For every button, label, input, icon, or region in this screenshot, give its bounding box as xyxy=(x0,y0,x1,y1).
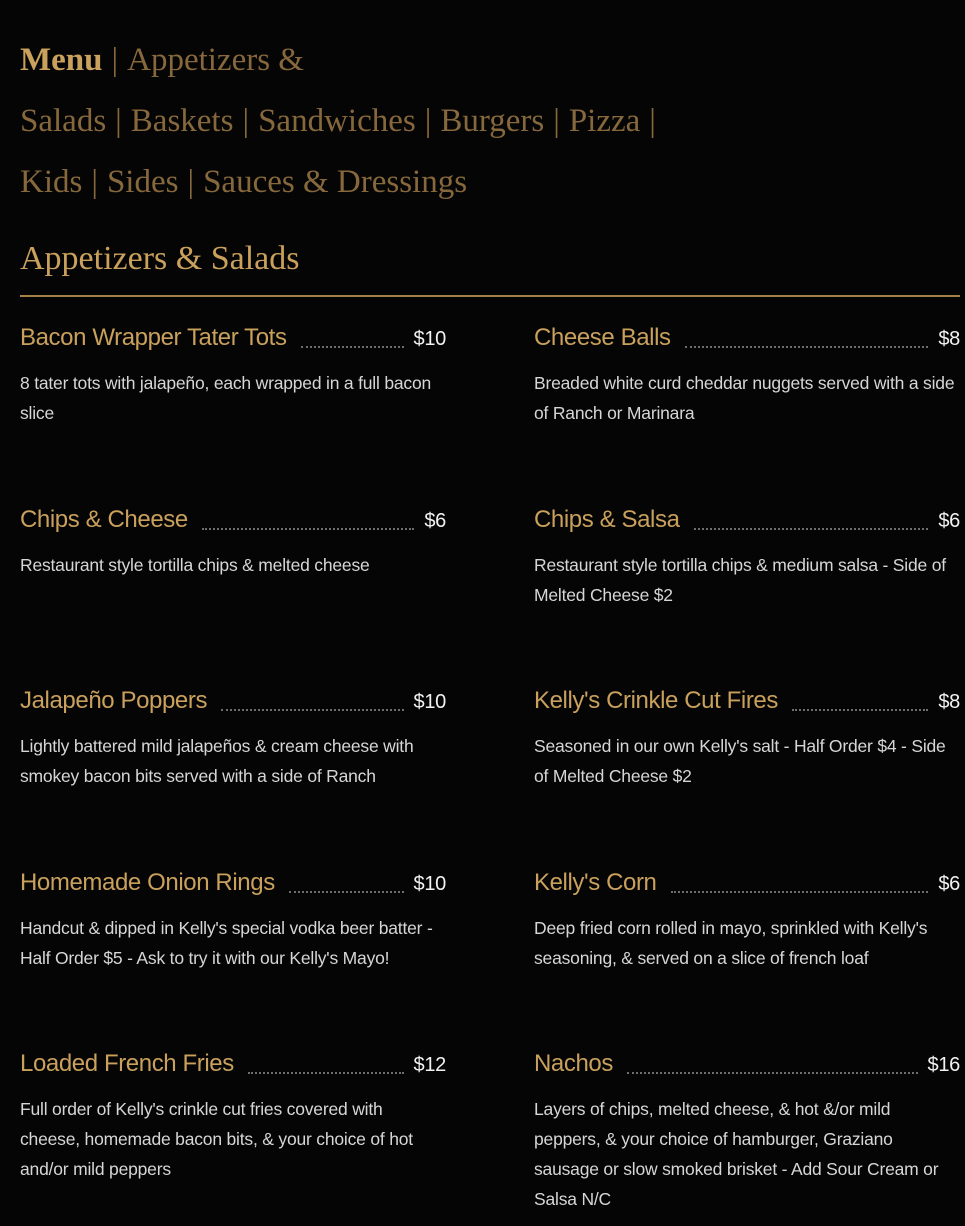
dot-leader xyxy=(248,1071,404,1074)
nav-separator: | xyxy=(91,164,98,200)
menu-item-header xyxy=(534,863,960,899)
menu-item xyxy=(534,681,960,863)
menu-item-header xyxy=(20,863,446,899)
section-title: Appetizers & Salads xyxy=(20,240,300,277)
dot-leader xyxy=(685,345,929,348)
menu-item-header xyxy=(534,500,960,536)
menu-item-price: $10 xyxy=(413,691,446,713)
nav-link-sauces-dressings[interactable]: Sauces & Dressings xyxy=(203,164,468,200)
menu-item-description: Restaurant style tortilla chips & melted cheese xyxy=(20,554,370,575)
menu-item-description: Layers of chips, melted cheese, & hot &/or mild peppers, & your choice of hamburger, Graziano sausage or slow smoked brisket - Add Sour Cream or Salsa N/C xyxy=(534,1099,939,1209)
menu-item-header xyxy=(20,318,446,354)
menu-item-header xyxy=(20,681,446,717)
menu-item xyxy=(534,500,960,682)
menu-item xyxy=(20,500,446,682)
dot-leader xyxy=(289,890,404,893)
menu-item-price: $6 xyxy=(424,509,446,532)
menu-item xyxy=(20,318,446,500)
nav-separator: | xyxy=(187,164,195,200)
menu-item-description: Restaurant style tortilla chips & medium salsa - Side of Melted Cheese $2 xyxy=(534,554,946,605)
nav-link-menu[interactable]: Menu xyxy=(20,42,103,78)
menu-item-name: Loaded French Fries xyxy=(20,1050,234,1077)
menu-item-name: Kelly's Crinkle Cut Fires xyxy=(534,687,778,714)
menu-item-price: $10 xyxy=(413,872,446,895)
menu-item xyxy=(20,863,446,1045)
menu-items-grid xyxy=(20,318,960,1226)
menu-item-name: Chips & Cheese xyxy=(20,505,188,533)
menu-item-price: $8 xyxy=(938,328,960,350)
menu-item-name: Chips & Salsa xyxy=(534,505,680,533)
menu-item-header xyxy=(534,318,960,354)
nav-separator: | xyxy=(553,103,560,139)
menu-item-description: Seasoned in our own Kelly's salt - Half Order $4 - Side of Melted Cheese $2 xyxy=(534,736,946,786)
nav-separator: | xyxy=(111,42,119,78)
menu-item xyxy=(534,1044,960,1226)
nav-link-sandwiches[interactable]: Sandwiches xyxy=(258,103,416,139)
nav-link-burgers[interactable]: Burgers xyxy=(440,103,545,139)
menu-item-price: $6 xyxy=(938,509,960,532)
dot-leader xyxy=(627,1071,918,1074)
nav-link-kids[interactable]: Kids xyxy=(20,164,83,200)
menu-item-header xyxy=(534,681,960,717)
menu-item-price: $10 xyxy=(413,328,446,350)
menu-item-price: $8 xyxy=(938,691,960,713)
menu-item-description: Breaded white curd cheddar nuggets served with a side of Ranch or Marinara xyxy=(534,373,955,423)
nav-separator: | xyxy=(242,103,250,139)
menu-item-description: Full order of Kelly's crinkle cut fries covered with cheese, homemade bacon bits, & your choice of hot and/or mild peppers xyxy=(20,1099,413,1179)
menu-item-header xyxy=(20,500,446,536)
nav-link-appetizers-salads[interactable]: Appetizers & Salads xyxy=(20,42,304,139)
dot-leader xyxy=(221,708,403,711)
menu-item xyxy=(534,863,960,1045)
dot-leader xyxy=(301,345,404,348)
dot-leader xyxy=(671,890,929,893)
nav-separator: | xyxy=(115,103,122,139)
menu-item xyxy=(20,681,446,863)
menu-item-header xyxy=(534,1044,960,1080)
menu-item-description: Deep fried corn rolled in mayo, sprinkled with Kelly's seasoning, & served on a slice of french loaf xyxy=(534,917,928,968)
dot-leader xyxy=(694,527,929,530)
nav-link-sides[interactable]: Sides xyxy=(106,164,179,200)
menu-item xyxy=(20,1044,446,1226)
menu-item-name: Jalapeño Poppers xyxy=(20,687,208,714)
nav-link-pizza[interactable]: Pizza xyxy=(568,103,641,139)
menu-item-description: Lightly battered mild jalapeños & cream cheese with smokey bacon bits served with a side of Ranch xyxy=(20,736,414,786)
menu-item-name: Kelly's Corn xyxy=(534,868,657,896)
menu-item-name: Nachos xyxy=(534,1050,613,1077)
menu-item-name: Homemade Onion Rings xyxy=(20,868,275,896)
nav-link-baskets[interactable]: Baskets xyxy=(130,103,234,139)
menu-item-header xyxy=(20,1044,446,1080)
menu-item xyxy=(534,318,960,500)
menu-item-price: $6 xyxy=(938,872,960,895)
nav-separator: | xyxy=(424,103,432,139)
menu-item-name: Bacon Wrapper Tater Tots xyxy=(20,324,287,351)
menu-item-name: Cheese Balls xyxy=(534,324,671,351)
menu-item-price: $16 xyxy=(927,1054,960,1076)
menu-item-description: Handcut & dipped in Kelly's special vodka beer batter - Half Order $5 - Ask to try it with our Kelly's Mayo! xyxy=(20,917,433,968)
section-divider xyxy=(20,295,960,297)
dot-leader xyxy=(792,708,928,711)
dot-leader xyxy=(202,527,415,530)
nav-separator: | xyxy=(649,103,656,139)
menu-item-description: 8 tater tots with jalapeño, each wrapped in a full bacon slice xyxy=(20,373,432,423)
menu-item-price: $12 xyxy=(413,1054,446,1076)
category-nav xyxy=(20,30,945,213)
